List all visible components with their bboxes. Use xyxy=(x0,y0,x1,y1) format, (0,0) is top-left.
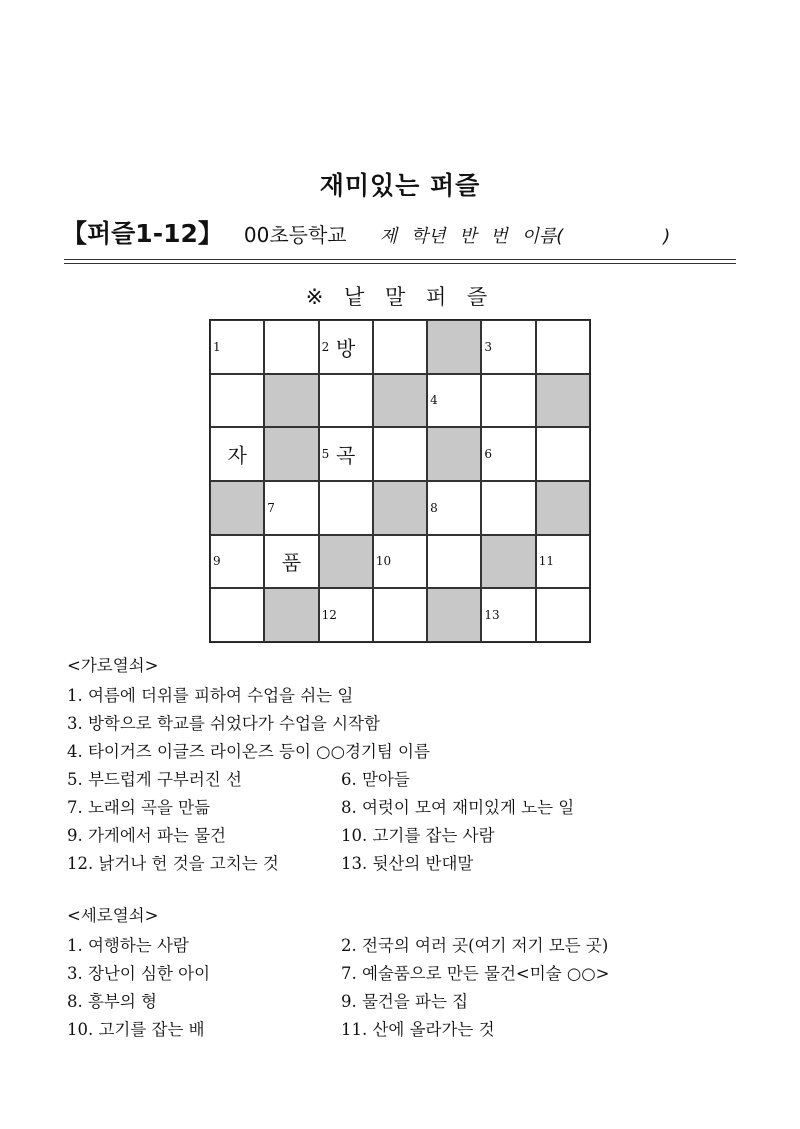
shaded-cell xyxy=(427,427,481,481)
cell-number: 5 xyxy=(321,447,330,462)
clue-text: 12. 낡거나 헌 것을 고치는 것 xyxy=(67,854,279,873)
grid-cell[interactable] xyxy=(210,320,264,374)
clue-text: 9. 물건을 파는 집 xyxy=(341,992,469,1011)
double-divider xyxy=(64,259,736,267)
grid-cell[interactable] xyxy=(481,481,535,535)
clue-text: 2. 전국의 여러 곳(여기 저기 모든 곳) xyxy=(341,936,609,955)
cell-number: 9 xyxy=(213,554,221,569)
shaded-cell xyxy=(536,481,590,535)
down-heading: <세로열쇠> xyxy=(67,906,159,925)
cell-number: 7 xyxy=(267,500,275,515)
grid-cell[interactable] xyxy=(373,535,427,589)
grid-cell[interactable] xyxy=(536,320,590,374)
grid-cell[interactable] xyxy=(264,320,318,374)
clue-text: 13. 뒷산의 반대말 xyxy=(341,854,474,873)
cell-letter: 품 xyxy=(281,550,302,575)
grid-cell[interactable] xyxy=(319,320,373,374)
shaded-cell xyxy=(373,374,427,428)
clue-text: 5. 부드럽게 구부러진 선 xyxy=(67,770,242,789)
clue-text: 3. 장난이 심한 아이 xyxy=(67,964,211,983)
grid-cell[interactable] xyxy=(210,535,264,589)
grid-cell[interactable] xyxy=(373,588,427,642)
clue-row xyxy=(67,710,574,738)
clue-text: 9. 가게에서 파는 물건 xyxy=(67,826,226,845)
shaded-cell xyxy=(373,481,427,535)
grid-cell[interactable] xyxy=(536,427,590,481)
clue-text: 3. 방학으로 학교를 쉬었다가 수업을 시작함 xyxy=(67,714,380,733)
clue-text: 1. 여행하는 사람 xyxy=(67,936,189,955)
cell-letter: 방 xyxy=(336,336,356,361)
grid-cell[interactable] xyxy=(373,427,427,481)
grid-cell[interactable] xyxy=(264,535,318,589)
cell-number: 6 xyxy=(484,447,493,462)
cell-number: 2 xyxy=(321,339,330,354)
cell-number: 3 xyxy=(484,339,493,354)
grid-cell[interactable] xyxy=(210,588,264,642)
number-label: 번 xyxy=(490,226,508,247)
grid-cell[interactable] xyxy=(481,374,535,428)
clue-row xyxy=(67,1016,610,1044)
grid-cell[interactable] xyxy=(427,481,481,535)
across-clues xyxy=(67,654,574,878)
student-info xyxy=(380,226,671,247)
page-title: 재미있는 퍼즐 xyxy=(319,171,481,200)
clue-text: 7. 노래의 곡을 만듦 xyxy=(67,798,211,817)
grid-cell[interactable] xyxy=(319,427,373,481)
clue-row xyxy=(67,960,610,988)
clue-text: 10. 고기를 잡는 사람 xyxy=(341,826,495,845)
grid-cell[interactable] xyxy=(319,374,373,428)
cell-letter: 자 xyxy=(227,443,247,468)
clue-row xyxy=(67,766,574,794)
clue-row xyxy=(67,794,574,822)
grid-cell[interactable] xyxy=(536,535,590,589)
cell-number: 10 xyxy=(375,554,392,569)
clue-text: 4. 타이거즈 이글즈 라이온즈 등이 ○○경기팀 이름 xyxy=(67,742,430,761)
shaded-cell xyxy=(427,320,481,374)
clue-text: 11. 산에 올라가는 것 xyxy=(341,1020,495,1039)
grid-cell[interactable] xyxy=(264,481,318,535)
name-close: ) xyxy=(663,226,671,247)
clue-row xyxy=(67,682,574,710)
school-name: 00초등학교 xyxy=(243,223,347,247)
clue-text: 10. 고기를 잡는 배 xyxy=(67,1020,205,1039)
clue-text: 8. 흥부의 형 xyxy=(67,992,157,1011)
shaded-cell xyxy=(427,588,481,642)
clue-text: 6. 맏아들 xyxy=(341,770,410,789)
shaded-cell xyxy=(210,481,264,535)
grid-cell[interactable] xyxy=(536,588,590,642)
clue-row xyxy=(67,850,574,878)
grid-cell[interactable] xyxy=(481,320,535,374)
clue-row xyxy=(67,822,574,850)
clue-text: 7. 예술품으로 만든 물건<미술 ○○> xyxy=(341,964,610,983)
shaded-cell xyxy=(264,588,318,642)
cell-number: 4 xyxy=(430,393,438,408)
grid-cell[interactable] xyxy=(373,320,427,374)
shaded-cell xyxy=(319,535,373,589)
grid-cell[interactable] xyxy=(210,374,264,428)
grid-cell[interactable] xyxy=(481,588,535,642)
grid-cell[interactable] xyxy=(427,374,481,428)
across-heading: <가로열쇠> xyxy=(67,656,159,675)
grid-cell[interactable] xyxy=(481,427,535,481)
puzzle-subtitle: ※ 낱 말 퍼 즐 xyxy=(305,285,495,309)
down-clues xyxy=(67,904,610,1044)
cell-number: 8 xyxy=(430,500,438,515)
grid-cell[interactable] xyxy=(319,481,373,535)
clue-text: 1. 여름에 더위를 피하여 수업을 쉬는 일 xyxy=(67,686,354,705)
cell-number: 12 xyxy=(321,608,337,623)
clue-text: 8. 여럿이 모여 재미있게 노는 일 xyxy=(341,798,575,817)
cell-number: 13 xyxy=(484,608,500,623)
shaded-cell xyxy=(264,427,318,481)
clue-row xyxy=(67,932,610,960)
cell-number: 1 xyxy=(213,339,221,354)
cell-number: 11 xyxy=(538,554,554,569)
cell-letter: 곡 xyxy=(336,443,356,468)
grid-cell[interactable] xyxy=(210,427,264,481)
grid-cell[interactable] xyxy=(319,588,373,642)
name-label: 이름( xyxy=(521,226,564,247)
worksheet-header xyxy=(62,214,670,250)
puzzle-id: 【퍼즐1-12】 xyxy=(62,219,223,248)
clue-row xyxy=(67,738,574,766)
class-label: 반 xyxy=(459,226,477,247)
grid-cell[interactable] xyxy=(427,535,481,589)
grade-label: 제 학년 xyxy=(379,226,446,247)
clue-row xyxy=(67,988,610,1016)
shaded-cell xyxy=(481,535,535,589)
shaded-cell xyxy=(264,374,318,428)
crossword-grid xyxy=(209,319,591,643)
shaded-cell xyxy=(536,374,590,428)
